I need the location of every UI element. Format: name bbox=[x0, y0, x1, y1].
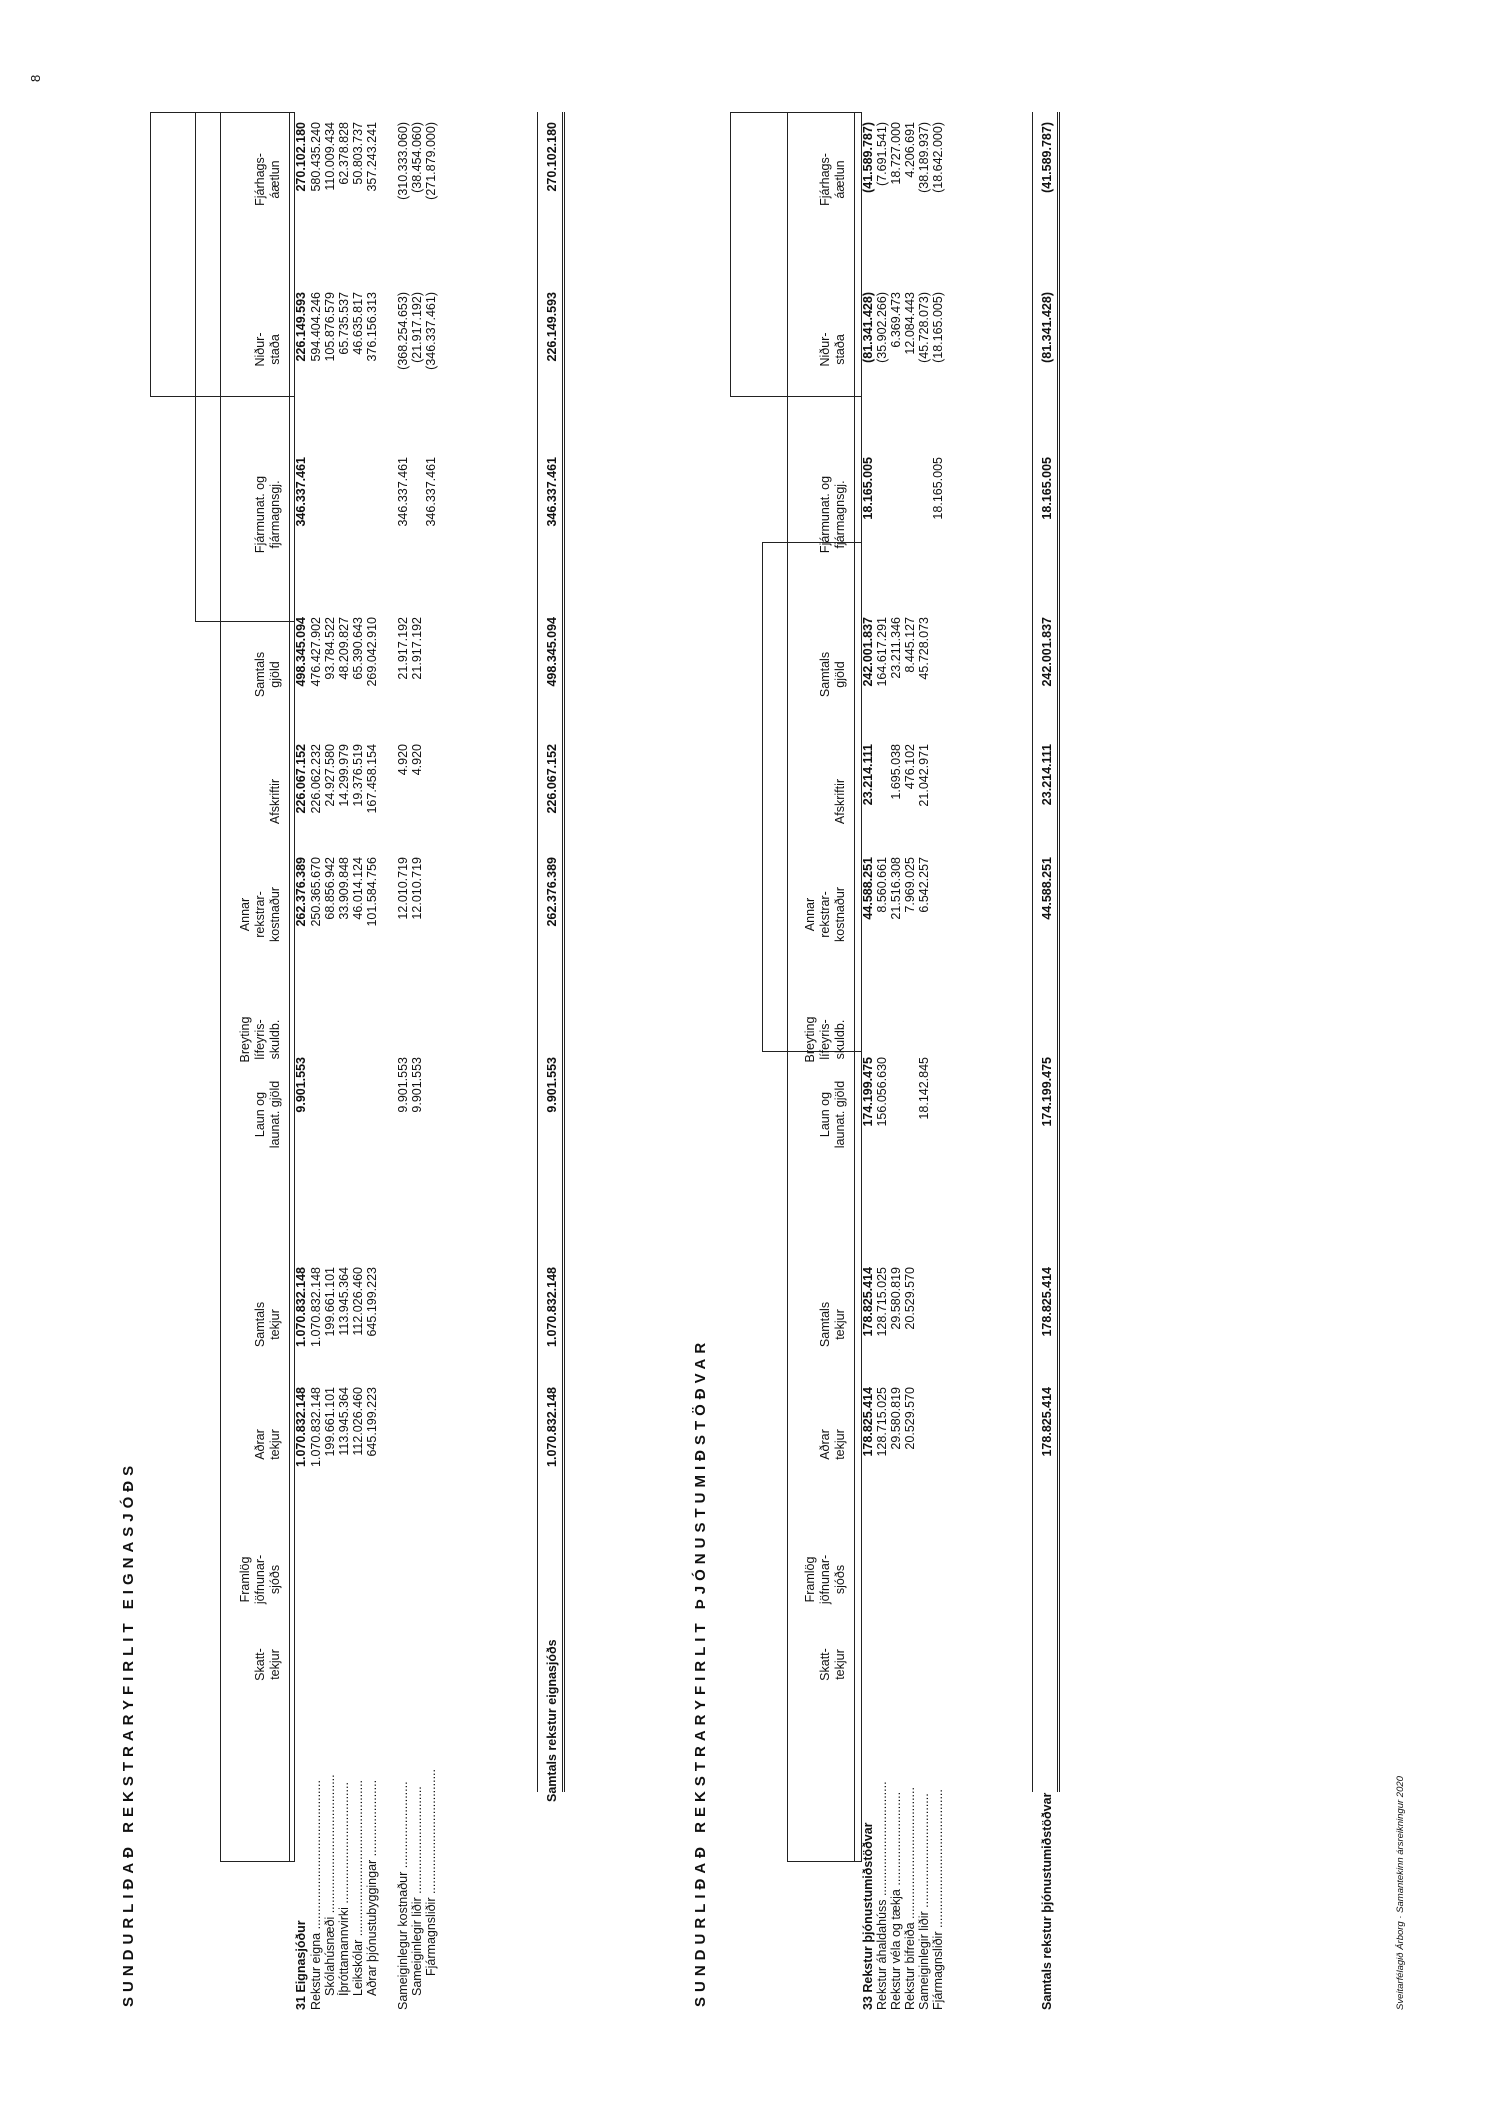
table-cell: 50.803.737 bbox=[351, 122, 365, 185]
table-cell: 376.156.313 bbox=[365, 292, 379, 362]
table-cell: 178.825.414 bbox=[861, 1387, 875, 1457]
table-cell: 580.435.240 bbox=[309, 122, 323, 192]
table-cell: 18.165.005 bbox=[861, 457, 875, 520]
table-cell: 242.001.837 bbox=[861, 617, 875, 687]
table-cell: 594.404.246 bbox=[309, 292, 323, 362]
total-cell: 226.067.152 bbox=[545, 744, 559, 814]
total-cell: 346.337.461 bbox=[545, 457, 559, 527]
table-cell: 226.067.152 bbox=[294, 744, 308, 814]
table-row bbox=[365, 0, 379, 2122]
table-cell: 167.458.154 bbox=[365, 744, 379, 814]
total-row bbox=[545, 0, 559, 2122]
table-cell: (35.902.266) bbox=[875, 292, 889, 363]
table-cell: (368.254.653) bbox=[396, 292, 410, 370]
table-cell: 12.010.719 bbox=[410, 857, 424, 920]
table-cell: 128.715.025 bbox=[875, 1387, 889, 1457]
section1-column-header-9: Samtals gjöld bbox=[253, 651, 282, 698]
section1-column-header-7: Annar rekstrar- kostnaður bbox=[238, 887, 282, 942]
row-label: Rekstur áhaldahúss ................................. bbox=[875, 1781, 889, 2010]
total-cell: 1.070.832.148 bbox=[545, 1387, 559, 1467]
section1-column-header-6: Breyting lífeyris- skuldb. bbox=[238, 1016, 282, 1063]
table-cell: 476.102 bbox=[903, 744, 917, 790]
section2-column-header-11: Niður- staða bbox=[818, 332, 847, 367]
total-cell: 178.825.414 bbox=[1040, 1267, 1054, 1337]
table-cell: 357.243.241 bbox=[365, 122, 379, 192]
section2-total-rule-bottom bbox=[1057, 112, 1060, 1792]
table-row bbox=[337, 0, 351, 2122]
table-cell: 9.901.553 bbox=[396, 1057, 410, 1113]
table-cell: 178.825.414 bbox=[861, 1267, 875, 1337]
section2-header-rule bbox=[854, 112, 855, 1862]
total-cell: 498.345.094 bbox=[545, 617, 559, 687]
table-cell: 6.542.257 bbox=[917, 857, 931, 913]
section2-column-header-6: Breyting lífeyris- skuldb. bbox=[803, 1016, 847, 1063]
table-cell: 44.588.251 bbox=[861, 857, 875, 920]
row-label: Fjármagnsliðir .................................... bbox=[424, 1769, 438, 1976]
total-cell: 226.149.593 bbox=[545, 292, 559, 362]
section2-column-header-7: Annar rekstrar- kostnaður bbox=[803, 887, 847, 942]
table-cell: 645.199.223 bbox=[365, 1387, 379, 1457]
section1-total-rule-bottom bbox=[562, 112, 565, 1792]
total-cell: 9.901.553 bbox=[545, 1057, 559, 1113]
section1-column-header-5: Laun og launat. gjöld bbox=[253, 1080, 282, 1149]
section1-column-header-4: Samtals tekjur bbox=[253, 1301, 282, 1348]
table-row bbox=[351, 0, 365, 2122]
table-cell: 164.617.291 bbox=[875, 617, 889, 687]
table-row bbox=[889, 0, 903, 2122]
table-row bbox=[410, 0, 424, 2122]
table-cell: 250.365.670 bbox=[309, 857, 323, 927]
table-cell: 20.529.570 bbox=[903, 1387, 917, 1450]
table-cell: (310.333.060) bbox=[396, 122, 410, 200]
section1-title: SUNDURLIÐAÐ REKSTRARYFIRLIT EIGNASJÓÐS bbox=[120, 1460, 137, 2007]
section2-title: SUNDURLIÐAÐ REKSTRARYFIRLIT ÞJÓNUSTUMIÐSTÖÐVAR bbox=[692, 1337, 709, 2007]
table-cell: 8.445.127 bbox=[903, 617, 917, 673]
section1-column-header-3: Aðrar tekjur bbox=[253, 1429, 282, 1460]
table-row bbox=[903, 0, 917, 2122]
section1-column-header-8: Afskriftir bbox=[268, 778, 282, 825]
table-cell: (41.589.787) bbox=[861, 122, 875, 193]
table-cell: 269.042.910 bbox=[365, 617, 379, 687]
table-cell: 21.516.308 bbox=[889, 857, 903, 920]
section2-column-header-10: Fjármunat. og fjármagnsgj. bbox=[818, 475, 847, 554]
section2-column-header-8: Afskriftir bbox=[833, 778, 847, 825]
table-cell: 346.337.461 bbox=[424, 457, 438, 527]
table-cell: (81.341.428) bbox=[861, 292, 875, 363]
table-cell: 9.901.553 bbox=[410, 1057, 424, 1113]
table-cell: 12.010.719 bbox=[396, 857, 410, 920]
table-cell: 65.390.643 bbox=[351, 617, 365, 680]
table-cell: 113.945.364 bbox=[337, 1267, 351, 1336]
table-row bbox=[396, 0, 410, 2122]
table-cell: 199.661.101 bbox=[323, 1267, 337, 1337]
table-cell: 112.026.460 bbox=[351, 1387, 365, 1456]
section2-column-header-3: Aðrar tekjur bbox=[818, 1429, 847, 1460]
section1-column-header-1: Skatt- tekjur bbox=[253, 1648, 282, 1681]
section1-column-header-2: Framlög jöfnunar- sjóðs bbox=[238, 1554, 282, 1605]
table-row bbox=[875, 0, 889, 2122]
table-cell: 110.009.434 bbox=[323, 122, 337, 191]
table-cell: 113.945.364 bbox=[337, 1387, 351, 1456]
table-cell: 346.337.461 bbox=[396, 457, 410, 527]
table-cell: 21.917.192 bbox=[396, 617, 410, 680]
total-cell: (41.589.787) bbox=[1040, 122, 1054, 193]
table-cell: 18.165.005 bbox=[931, 457, 945, 520]
table-cell: 1.695.038 bbox=[889, 744, 903, 800]
table-cell: 346.337.461 bbox=[294, 457, 308, 527]
table-cell: 498.345.094 bbox=[294, 617, 308, 687]
page-number: 8 bbox=[28, 74, 43, 82]
table-cell: (45.728.073) bbox=[917, 292, 931, 363]
table-cell: 18.727.000 bbox=[889, 122, 903, 185]
section2-column-header-4: Samtals tekjur bbox=[818, 1301, 847, 1348]
table-row bbox=[323, 0, 337, 2122]
table-cell: 21.042.971 bbox=[917, 744, 931, 807]
table-cell: 226.062.232 bbox=[309, 744, 323, 814]
table-cell: 101.584.756 bbox=[365, 857, 379, 927]
row-label: Rekstur véla og tækja ........................... bbox=[889, 1791, 903, 2010]
table-cell: 6.369.473 bbox=[889, 292, 903, 348]
table-cell: 9.901.553 bbox=[294, 1057, 308, 1113]
footer-text: Sveitarfélagið Árborg · Samantekinn ársreikningur 2020 bbox=[1395, 1776, 1406, 2010]
table-cell: 18.142.845 bbox=[917, 1057, 931, 1120]
table-cell: 19.376.519 bbox=[351, 744, 365, 807]
table-cell: 128.715.025 bbox=[875, 1267, 889, 1337]
section2-column-header-12: Fjárhags- áætlun bbox=[818, 153, 847, 206]
section2-column-header-9: Samtals gjöld bbox=[818, 651, 847, 698]
row-label: 31 Eignasjóður bbox=[294, 1920, 308, 2010]
total-cell: 242.001.837 bbox=[1040, 617, 1054, 687]
table-cell: 65.735.537 bbox=[337, 292, 351, 355]
table-cell: 93.784.522 bbox=[323, 617, 337, 680]
table-cell: 1.070.832.148 bbox=[309, 1267, 323, 1347]
table-row bbox=[309, 0, 323, 2122]
total-label: Samtals rekstur þjónustumiðstöðvar bbox=[1040, 1792, 1054, 2010]
table-cell: 4.206.691 bbox=[903, 122, 917, 178]
table-cell: 12.084.443 bbox=[903, 292, 917, 355]
total-cell: 18.165.005 bbox=[1040, 457, 1054, 520]
table-cell: 45.728.073 bbox=[917, 617, 931, 680]
section1-column-header-12: Fjárhags- áætlun bbox=[253, 153, 282, 206]
total-cell: 270.102.180 bbox=[545, 122, 559, 192]
row-label: Rekstur eigna ........................................... bbox=[309, 1780, 323, 2010]
row-label: Íþróttamannvirki ................................... bbox=[337, 1782, 351, 1996]
section2-column-header-2: Framlög jöfnunar- sjóðs bbox=[803, 1554, 847, 1605]
table-cell: 476.427.902 bbox=[309, 617, 323, 687]
table-cell: 68.856.942 bbox=[323, 857, 337, 920]
table-cell: (7.691.541) bbox=[875, 122, 889, 186]
row-label: 33 Rekstur þjónustumiðstöðvar bbox=[861, 1822, 875, 2010]
row-label: Aðrar þjónustubyggingar ...................... bbox=[365, 1779, 379, 1996]
table-cell: 4.920 bbox=[410, 744, 424, 776]
table-cell: 21.917.192 bbox=[410, 617, 424, 680]
table-cell: 46.014.124 bbox=[351, 857, 365, 920]
row-label: Skólahúsnæði ........................................ bbox=[323, 1774, 337, 1996]
table-cell: 23.211.346 bbox=[889, 617, 903, 679]
total-label: Samtals rekstur eignasjóðs bbox=[545, 1639, 559, 1802]
total-cell: 44.588.251 bbox=[1040, 857, 1054, 920]
total-cell: 262.376.389 bbox=[545, 857, 559, 927]
table-cell: (18.642.000) bbox=[931, 122, 945, 193]
total-cell: 178.825.414 bbox=[1040, 1387, 1054, 1457]
table-cell: 46.635.817 bbox=[351, 292, 365, 355]
table-cell: 24.927.580 bbox=[323, 744, 337, 807]
table-row bbox=[424, 0, 438, 2122]
table-row bbox=[931, 0, 945, 2122]
table-cell: 62.378.828 bbox=[337, 122, 351, 185]
section1-header-rule bbox=[289, 112, 290, 1862]
section1-column-header-11: Niður- staða bbox=[253, 332, 282, 367]
section2-column-header-5: Laun og launat. gjöld bbox=[818, 1080, 847, 1149]
total-cell: 23.214.111 bbox=[1040, 744, 1054, 806]
table-cell: (271.879.000) bbox=[424, 122, 438, 200]
section2-total-rule-top bbox=[1032, 112, 1033, 1792]
table-cell: 199.661.101 bbox=[323, 1387, 337, 1457]
total-row bbox=[1040, 0, 1054, 2122]
table-cell: 48.209.827 bbox=[337, 617, 351, 680]
total-cell: 174.199.475 bbox=[1040, 1057, 1054, 1127]
table-cell: 1.070.832.148 bbox=[309, 1387, 323, 1467]
table-cell: 23.214.111 bbox=[861, 744, 875, 806]
table-cell: 33.909.848 bbox=[337, 857, 351, 920]
row-label: Fjármagnsliðir ........................................ bbox=[931, 1789, 945, 2010]
section2-column-header-1: Skatt- tekjur bbox=[818, 1648, 847, 1681]
table-cell: (346.337.461) bbox=[424, 292, 438, 370]
row-label: Rekstur bifreiða ...................................... bbox=[903, 1787, 917, 2010]
table-cell: 14.299.979 bbox=[337, 744, 351, 807]
table-cell: (18.165.005) bbox=[931, 292, 945, 363]
table-row bbox=[861, 0, 875, 2122]
table-cell: (38.189.937) bbox=[917, 122, 931, 193]
table-cell: 262.376.389 bbox=[294, 857, 308, 927]
table-cell: 226.149.593 bbox=[294, 292, 308, 362]
table-cell: 7.969.025 bbox=[903, 857, 917, 913]
table-cell: 645.199.223 bbox=[365, 1267, 379, 1337]
table-cell: (21.917.192) bbox=[410, 292, 424, 363]
table-cell: 1.070.832.148 bbox=[294, 1267, 308, 1347]
table-cell: 270.102.180 bbox=[294, 122, 308, 192]
table-row bbox=[917, 0, 931, 2122]
table-cell: 29.580.819 bbox=[889, 1267, 903, 1330]
section1-column-header-10: Fjármunat. og fjármagnsgj. bbox=[253, 475, 282, 554]
table-cell: 8.560.661 bbox=[875, 857, 889, 913]
table-cell: 156.056.630 bbox=[875, 1057, 889, 1127]
table-cell: 105.876.579 bbox=[323, 292, 337, 362]
row-label: Sameiginlegur kostnaður ......................... bbox=[396, 1781, 410, 2010]
table-cell: (38.454.060) bbox=[410, 122, 424, 193]
total-cell: (81.341.428) bbox=[1040, 292, 1054, 363]
row-label: Sameiginlegir liðir ................................. bbox=[917, 1793, 931, 2010]
table-cell: 4.920 bbox=[396, 744, 410, 776]
row-label: Sameiginlegir liðir ............................... bbox=[410, 1786, 424, 1996]
table-cell: 29.580.819 bbox=[889, 1387, 903, 1450]
table-cell: 112.026.460 bbox=[351, 1267, 365, 1336]
table-row bbox=[294, 0, 308, 2122]
total-cell: 1.070.832.148 bbox=[545, 1267, 559, 1347]
section1-total-rule-top bbox=[537, 112, 538, 1792]
table-cell: 174.199.475 bbox=[861, 1057, 875, 1127]
table-cell: 1.070.832.148 bbox=[294, 1387, 308, 1467]
row-label: Leikskólar ............................................. bbox=[351, 1779, 365, 1996]
table-cell: 20.529.570 bbox=[903, 1267, 917, 1330]
